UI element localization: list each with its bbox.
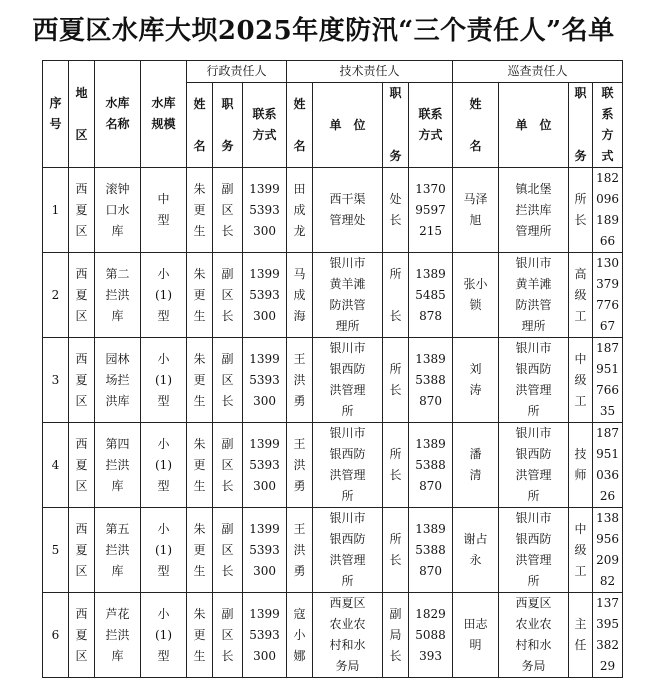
patrol-contact-cell: 187 951 766 35: [593, 338, 623, 423]
header-tech-group: 技术责任人: [287, 61, 453, 83]
admin-title-cell: 副 区 长: [213, 593, 243, 678]
patrol-contact-cell: 130 379 776 67: [593, 253, 623, 338]
page-title: 西夏区水库大坝2025年度防汛“三个责任人”名单: [32, 16, 615, 46]
patrol-contact-cell: 182 096 189 66: [593, 168, 623, 253]
reservoir-name-cell: 芦花 拦洪 库: [95, 593, 141, 678]
header-patrol-unit: 单 位: [499, 83, 569, 168]
tech-title-cell: 副 局 长: [383, 593, 409, 678]
tech-unit-cell: 西干渠 管理处: [313, 168, 383, 253]
admin-contact-cell: 1399 5393 300: [243, 168, 287, 253]
seq-cell: 5: [43, 508, 69, 593]
tech-unit-cell: 银川市 银西防 洪管理 所: [313, 338, 383, 423]
admin-contact-cell: 1399 5393 300: [243, 508, 287, 593]
district-cell: 西 夏 区: [69, 593, 95, 678]
header-patrol-group: 巡查责任人: [453, 61, 623, 83]
patrol-contact-cell: 137 395 382 29: [593, 593, 623, 678]
admin-title-cell: 副 区 长: [213, 338, 243, 423]
patrol-unit-cell: 镇北堡 拦洪库 管理所: [499, 168, 569, 253]
admin-name-cell: 朱 更 生: [187, 423, 213, 508]
tech-unit-cell: 银川市 银西防 洪管理 所: [313, 423, 383, 508]
patrol-title-cell: 中 级 工: [569, 508, 593, 593]
district-cell: 西 夏 区: [69, 508, 95, 593]
reservoir-scale-cell: 中 型: [141, 168, 187, 253]
seq-cell: 1: [43, 168, 69, 253]
tech-contact-cell: 1389 5388 870: [409, 423, 453, 508]
admin-contact-cell: 1399 5393 300: [243, 253, 287, 338]
tech-name-cell: 马 成 海: [287, 253, 313, 338]
district-cell: 西 夏 区: [69, 338, 95, 423]
header-admin-name: 姓 名: [187, 83, 213, 168]
patrol-name-cell: 谢占 永: [453, 508, 499, 593]
tech-contact-cell: 1829 5088 393: [409, 593, 453, 678]
table-row: [43, 423, 623, 508]
admin-contact-cell: 1399 5393 300: [243, 338, 287, 423]
patrol-contact-cell: 187 951 036 26: [593, 423, 623, 508]
patrol-unit-cell: 银川市 银西防 洪管理 所: [499, 338, 569, 423]
tech-name-cell: 寇 小 娜: [287, 593, 313, 678]
header-tech-unit: 单 位: [313, 83, 383, 168]
tech-unit-cell: 银川市 银西防 洪管理 所: [313, 508, 383, 593]
table-row: [43, 168, 623, 253]
patrol-title-cell: 所 长: [569, 168, 593, 253]
header-tech-name: 姓 名: [287, 83, 313, 168]
tech-contact-cell: 1389 5485 878: [409, 253, 453, 338]
tech-title-cell: 所 长: [383, 253, 409, 338]
reservoir-name-cell: 第五 拦洪 库: [95, 508, 141, 593]
reservoir-scale-cell: 小 (1) 型: [141, 338, 187, 423]
district-cell: 西 夏 区: [69, 423, 95, 508]
admin-name-cell: 朱 更 生: [187, 168, 213, 253]
header-reservoir-scale: 水库 规模: [141, 61, 187, 168]
patrol-contact-cell: 138 956 209 82: [593, 508, 623, 593]
reservoir-scale-cell: 小 (1) 型: [141, 508, 187, 593]
patrol-unit-cell: 银川市 银西防 洪管理 所: [499, 508, 569, 593]
reservoir-name-cell: 第二 拦洪 库: [95, 253, 141, 338]
tech-contact-cell: 1389 5388 870: [409, 338, 453, 423]
admin-title-cell: 副 区 长: [213, 508, 243, 593]
tech-name-cell: 王 洪 勇: [287, 423, 313, 508]
seq-cell: 3: [43, 338, 69, 423]
patrol-title-cell: 高 级 工: [569, 253, 593, 338]
tech-title-cell: 所 长: [383, 508, 409, 593]
table-row: [43, 253, 623, 338]
patrol-name-cell: 潘 清: [453, 423, 499, 508]
header-admin-contact: 联系 方式: [243, 83, 287, 168]
tech-title-cell: 所 长: [383, 423, 409, 508]
header-reservoir-name: 水库 名称: [95, 61, 141, 168]
patrol-name-cell: 张小 锁: [453, 253, 499, 338]
patrol-unit-cell: 银川市 黄羊滩 防洪管 理所: [499, 253, 569, 338]
header-seq: 序 号: [43, 61, 69, 168]
table-body: [43, 168, 623, 678]
table-row: [43, 593, 623, 678]
admin-title-cell: 副 区 长: [213, 168, 243, 253]
seq-cell: 4: [43, 423, 69, 508]
responsibility-table: [42, 60, 623, 678]
header-tech-contact: 联系 方式: [409, 83, 453, 168]
seq-cell: 2: [43, 253, 69, 338]
tech-title-cell: 处 长: [383, 168, 409, 253]
admin-name-cell: 朱 更 生: [187, 508, 213, 593]
tech-contact-cell: 1370 9597 215: [409, 168, 453, 253]
header-patrol-contact: 联 系 方 式: [593, 83, 623, 168]
patrol-name-cell: 田志 明: [453, 593, 499, 678]
admin-title-cell: 副 区 长: [213, 253, 243, 338]
reservoir-name-cell: 园林 场拦 洪库: [95, 338, 141, 423]
reservoir-name-cell: 滚钟 口水 库: [95, 168, 141, 253]
tech-unit-cell: 西夏区 农业农 村和水 务局: [313, 593, 383, 678]
table-row: [43, 338, 623, 423]
admin-name-cell: 朱 更 生: [187, 253, 213, 338]
tech-unit-cell: 银川市 黄羊滩 防洪管 理所: [313, 253, 383, 338]
reservoir-scale-cell: 小 (1) 型: [141, 253, 187, 338]
reservoir-name-cell: 第四 拦洪 库: [95, 423, 141, 508]
table-row: [43, 508, 623, 593]
tech-contact-cell: 1389 5388 870: [409, 508, 453, 593]
admin-title-cell: 副 区 长: [213, 423, 243, 508]
reservoir-scale-cell: 小 (1) 型: [141, 593, 187, 678]
header-district: 地 区: [69, 61, 95, 168]
admin-contact-cell: 1399 5393 300: [243, 593, 287, 678]
tech-name-cell: 王 洪 勇: [287, 338, 313, 423]
district-cell: 西 夏 区: [69, 253, 95, 338]
tech-title-cell: 所 长: [383, 338, 409, 423]
header-admin-title: 职 务: [213, 83, 243, 168]
header-row-groups: [43, 61, 623, 83]
header-patrol-name: 姓 名: [453, 83, 499, 168]
patrol-name-cell: 刘 涛: [453, 338, 499, 423]
admin-name-cell: 朱 更 生: [187, 593, 213, 678]
admin-name-cell: 朱 更 生: [187, 338, 213, 423]
header-tech-title: 职 务: [383, 83, 409, 168]
patrol-unit-cell: 西夏区 农业农 村和水 务局: [499, 593, 569, 678]
header-patrol-title: 职 务: [569, 83, 593, 168]
patrol-title-cell: 主 任: [569, 593, 593, 678]
header-admin-group: 行政责任人: [187, 61, 287, 83]
tech-name-cell: 王 洪 勇: [287, 508, 313, 593]
seq-cell: 6: [43, 593, 69, 678]
tech-name-cell: 田 成 龙: [287, 168, 313, 253]
patrol-name-cell: 马泽 旭: [453, 168, 499, 253]
district-cell: 西 夏 区: [69, 168, 95, 253]
patrol-title-cell: 中 级 工: [569, 338, 593, 423]
reservoir-scale-cell: 小 (1) 型: [141, 423, 187, 508]
admin-contact-cell: 1399 5393 300: [243, 423, 287, 508]
patrol-unit-cell: 银川市 银西防 洪管理 所: [499, 423, 569, 508]
patrol-title-cell: 技 师: [569, 423, 593, 508]
